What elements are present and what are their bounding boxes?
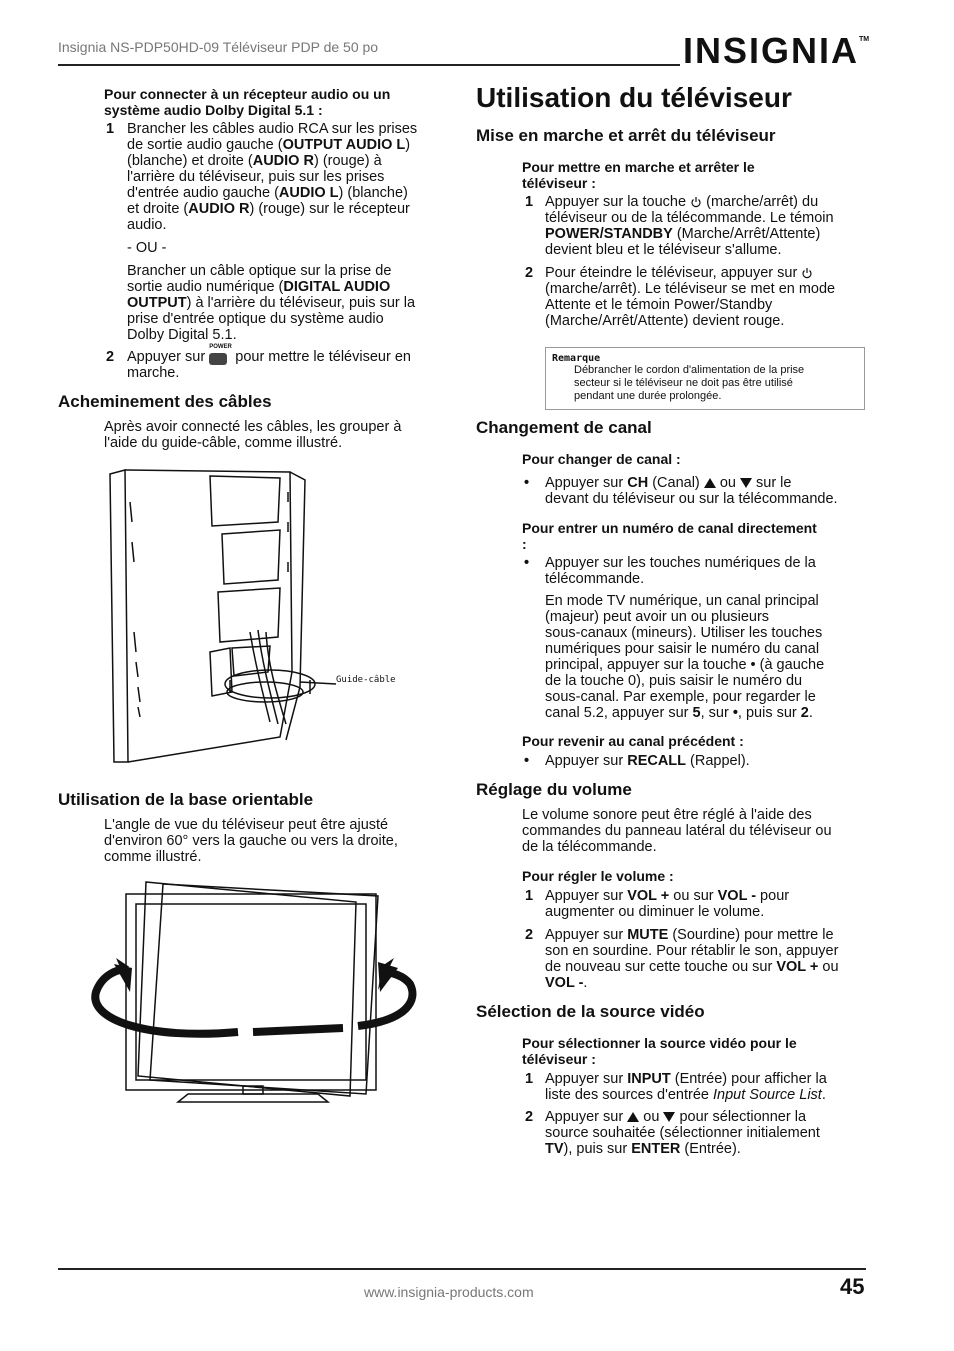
header-rule — [58, 64, 680, 66]
power-icon — [690, 196, 702, 208]
power-step-1: 1 Appuyer sur la touche (marche/arrêt) du téléviseur ou de la télécommande. Le témoin POWER/STANDBY (Marche/Arrêt/Attente) devient bleu et le téléviseur s'allume. — [525, 194, 834, 258]
step-1 — [104, 121, 449, 343]
text-line: prise d'entrée optique du système audio — [127, 311, 384, 327]
step-number: 1 — [106, 121, 115, 137]
source-subheading: Pour sélectionner la source vidéo pour le téléviseur : — [522, 1035, 797, 1067]
volume-heading: Réglage du volume — [476, 780, 632, 799]
power-heading: Mise en marche et arrêt du téléviseur — [476, 126, 776, 145]
channel-bullet-3: • Appuyer sur RECALL (Rappel). — [524, 753, 750, 769]
text-line: sortie audio numérique (DIGITAL AUDIO — [127, 279, 391, 295]
text-line: d'entrée audio gauche (AUDIO L) (blanche) — [127, 185, 408, 201]
cables-heading: Acheminement des câbles — [58, 392, 272, 411]
header-title: Insignia NS-PDP50HD-09 Téléviseur PDP de 50 po — [58, 39, 379, 55]
text-line: l'arrière du téléviseur, puis sur les prises — [127, 169, 385, 185]
cables-text: Après avoir connecté les câbles, les grouper à l'aide du guide-câble, comme illustré. — [104, 419, 402, 451]
text-line: de sortie audio gauche (OUTPUT AUDIO L) — [127, 137, 411, 153]
text-line: et droite (AUDIO R) (rouge) sur le récepteur — [127, 201, 410, 217]
channel-bullet-2: • Appuyer sur les touches numériques de la télécommande. En mode TV numérique, un canal principal (majeur) peut avoir un ou plusieurs sous-canaux (mineurs). Utiliser les touches numériques pour saisir le numéro du canal principal, appuyer sur la touche • (à gauche de la touche 0), puis saisir le numéro du sous-canal. Par exemple, pour regarder le canal 5.2, appuyer sur 5, sur •, puis sur 2. — [524, 555, 825, 721]
power-icon — [801, 267, 813, 279]
channel-heading: Changement de canal — [476, 418, 652, 437]
power-button-icon: POWER — [209, 349, 231, 365]
brand-logo: INSIGNIA™ — [683, 30, 870, 71]
text-line: OUTPUT) à l'arrière du téléviseur, puis sur la — [127, 295, 416, 311]
step-2 — [104, 344, 449, 381]
text-line: audio. — [127, 217, 167, 233]
volume-step-2: 2 Appuyer sur MUTE (Sourdine) pour mettre le son en sourdine. Pour rétablir le son, appuyer de nouveau sur cette touche ou sur VOL + ou VOL -. — [525, 927, 839, 991]
channel-subheading-3: Pour revenir au canal précédent : — [522, 733, 744, 749]
text-line: Appuyer sur POWER pour mettre le téléviseur en — [127, 344, 411, 365]
step-number: 2 — [106, 349, 115, 365]
note-text: Débrancher le cordon d'alimentation de la prise secteur si le téléviseur ne doit pas être utilisé pendant une durée prolongée. — [574, 364, 805, 402]
down-arrow-icon — [663, 1112, 675, 1122]
cable-guide-label: Guide-câble — [336, 675, 396, 685]
footer-rule — [58, 1268, 866, 1270]
channel-bullet-1: • Appuyer sur CH (Canal) ou sur le devant du téléviseur ou sur la télécommande. — [524, 475, 838, 507]
text-line: Brancher un câble optique sur la prise de — [127, 263, 392, 279]
volume-subheading: Pour régler le volume : — [522, 868, 674, 884]
note-box — [545, 347, 865, 410]
up-arrow-icon — [704, 478, 716, 488]
footer-url[interactable]: www.insignia-products.com — [364, 1284, 534, 1300]
channel-subheading-2: Pour entrer un numéro de canal directement : — [522, 520, 817, 552]
or-separator: - OU - — [127, 240, 167, 256]
volume-text: Le volume sonore peut être réglé à l'aide des commandes du panneau latéral du téléviseur ou de la télécommande. — [522, 807, 832, 855]
text-line: marche. — [127, 365, 180, 381]
text-line: Dolby Digital 5.1. — [127, 327, 237, 343]
source-step-2: 2 Appuyer sur ou pour sélectionner la source souhaitée (sélectionner initialement TV), puis sur ENTER (Entrée). — [525, 1109, 820, 1157]
swivel-stand-illustration — [88, 880, 418, 1110]
page-title: Utilisation du téléviseur — [476, 82, 792, 113]
swivel-text: L'angle de vue du téléviseur peut être ajusté d'environ 60° vers la gauche ou vers la droite, comme illustré. — [104, 817, 398, 865]
power-subheading: Pour mettre en marche et arrêter le téléviseur : — [522, 159, 755, 191]
down-arrow-icon — [740, 478, 752, 488]
text-line: (blanche) et droite (AUDIO R) (rouge) à — [127, 153, 382, 169]
power-step-2: 2 Pour éteindre le téléviseur, appuyer sur (marche/arrêt). Le téléviseur se met en mode Attente et le témoin Power/Standby (Marche/Arrêt/Attente) devient rouge. — [525, 265, 836, 329]
volume-step-1: 1 Appuyer sur VOL + ou sur VOL - pour augmenter ou diminuer le volume. — [525, 888, 790, 920]
source-step-1: 1 Appuyer sur INPUT (Entrée) pour afficher la liste des sources d'entrée Input Source List. — [525, 1071, 827, 1103]
intro-heading: Pour connecter à un récepteur audio ou un système audio Dolby Digital 5.1 : — [104, 86, 391, 118]
note-title: Remarque — [552, 353, 601, 364]
page-number: 45 — [840, 1274, 865, 1299]
channel-subheading-1: Pour changer de canal : — [522, 451, 681, 467]
text-line: Brancher les câbles audio RCA sur les prises — [127, 121, 418, 137]
swivel-heading: Utilisation de la base orientable — [58, 790, 314, 809]
source-heading: Sélection de la source vidéo — [476, 1002, 705, 1021]
up-arrow-icon — [627, 1112, 639, 1122]
cable-guide-illustration — [100, 462, 400, 772]
